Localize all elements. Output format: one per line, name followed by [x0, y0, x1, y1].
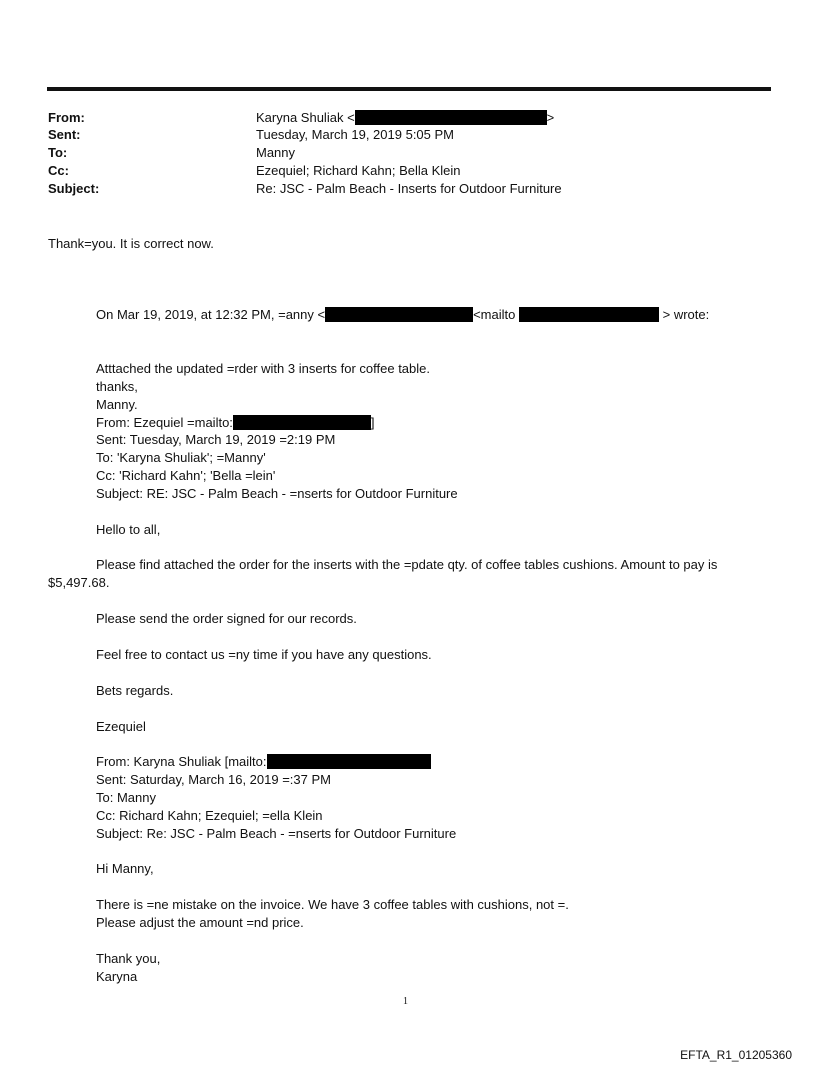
- fwd-cc-line: Cc: Richard Kahn; Ezequiel; =ella Klein: [96, 808, 323, 823]
- subject-value: Re: JSC - Palm Beach - Inserts for Outdoor Furniture: [256, 181, 562, 196]
- cc-value: Ezequiel; Richard Kahn; Bella Klein: [256, 163, 461, 178]
- cc-label: Cc:: [48, 163, 69, 178]
- paragraph: Please send the order signed for our records.: [96, 611, 357, 626]
- paragraph: Please find attached the order for the inserts with the =pdate qty. of coffee tables cushions. Amount to pay is: [96, 557, 718, 572]
- fwd-cc-line: Cc: 'Richard Kahn'; 'Bella =lein': [96, 468, 276, 483]
- to-label: To:: [48, 145, 68, 160]
- fwd-subject-line: Subject: Re: JSC - Palm Beach - =nserts for Outdoor Furniture: [96, 826, 457, 841]
- from-value: Karyna Shuliak < >: [256, 110, 555, 125]
- document-id: EFTA_R1_01205360: [680, 1048, 792, 1062]
- redaction-box: [355, 110, 547, 125]
- redaction-box: [519, 307, 659, 322]
- fwd-from-line: From: Karyna Shuliak [mailto:: [96, 754, 431, 769]
- paragraph: Please adjust the amount =nd price.: [96, 915, 304, 930]
- message-line: Atttached the updated =rder with 3 inserts for coffee table.: [96, 361, 430, 376]
- redaction-box: [325, 307, 473, 322]
- fwd-to-line: To: Manny: [96, 790, 156, 805]
- closing: Bets regards.: [96, 683, 174, 698]
- page-number: 1: [403, 996, 408, 1007]
- to-value: Manny: [256, 145, 296, 160]
- signature: Karyna: [96, 969, 138, 984]
- paragraph: Feel free to contact us =ny time if you have any questions.: [96, 647, 432, 662]
- fwd-sent-line: Sent: Tuesday, March 19, 2019 =2:19 PM: [96, 432, 336, 447]
- sent-label: Sent:: [48, 127, 81, 142]
- signature: Ezequiel: [96, 719, 146, 734]
- fwd-from-line: From: Ezequiel =mailto: ]: [96, 415, 375, 430]
- greeting: Hi Manny,: [96, 861, 154, 876]
- redaction-box: [267, 754, 431, 769]
- message-line: Manny.: [96, 397, 138, 412]
- paragraph: There is =ne mistake on the invoice. We have 3 coffee tables with cushions, not =.: [96, 897, 569, 912]
- paragraph-continued: $5,497.68.: [48, 575, 110, 590]
- greeting: Hello to all,: [96, 522, 161, 537]
- subject-label: Subject:: [48, 181, 100, 196]
- closing: Thank you,: [96, 951, 161, 966]
- sent-value: Tuesday, March 19, 2019 5:05 PM: [256, 127, 454, 142]
- fwd-sent-line: Sent: Saturday, March 16, 2019 =:37 PM: [96, 772, 331, 787]
- header-rule: [47, 87, 771, 91]
- fwd-to-line: To: 'Karyna Shuliak'; =Manny': [96, 450, 266, 465]
- message-line: thanks,: [96, 379, 138, 394]
- quote-header: On Mar 19, 2019, at 12:32 PM, =anny < <mailto > wrote:: [96, 307, 710, 322]
- fwd-subject-line: Subject: RE: JSC - Palm Beach - =nserts for Outdoor Furniture: [96, 486, 458, 501]
- reply-line: Thank=you. It is correct now.: [48, 236, 214, 251]
- from-label: From:: [48, 110, 85, 125]
- redaction-box: [233, 415, 371, 430]
